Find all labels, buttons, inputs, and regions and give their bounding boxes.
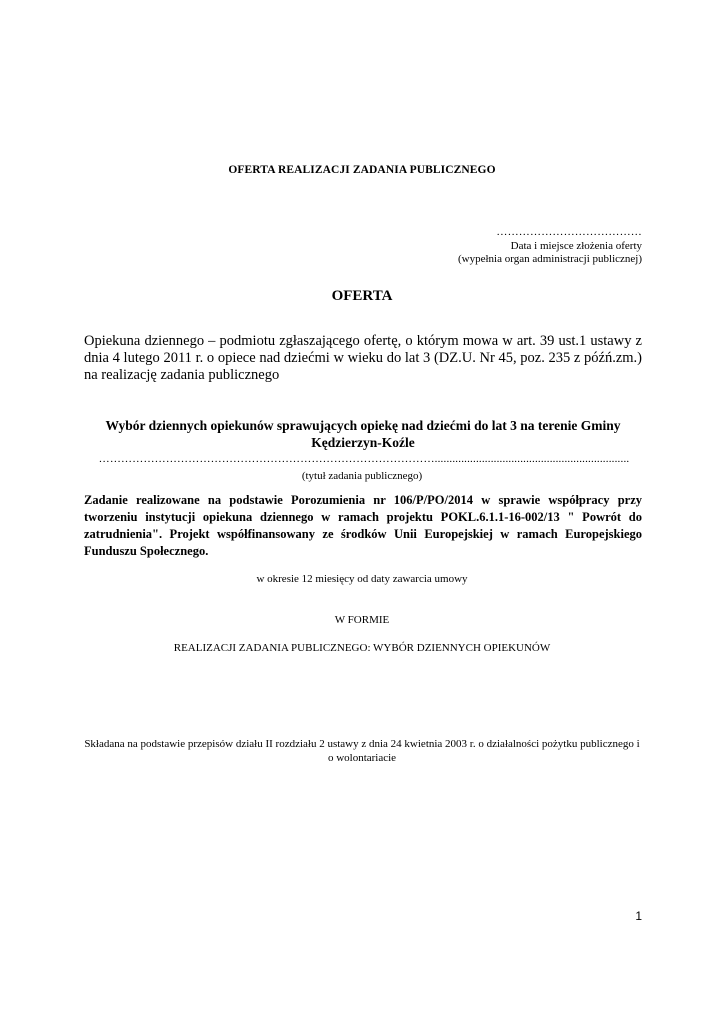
place-date-block (322, 226, 642, 267)
place-date-note: (wypełnia organ administracji publicznej) (458, 253, 642, 265)
place-date-dots: ………………………………… (496, 226, 642, 238)
period-text: w okresie 12 miesięcy od daty zawarcia umowy (256, 573, 468, 585)
task-title: Wybór dziennych opiekunów sprawujących opiekę nad dziećmi do lat 3 na terenie Gminy Kędzierzyn-Koźle (105, 418, 621, 450)
intro-paragraph: Opiekuna dziennego – podmiotu zgłaszającego ofertę, o którym mowa w art. 39 ust.1 ustawy z dnia 4 lutego 2011 r. o opiece nad dziećmi w wieku do lat 3 (DZ.U. Nr 45, poz. 235 z późń.zm.) na realizację zadania publicznego (84, 333, 642, 383)
document-header-title: OFERTA REALIZACJI ZADANIA PUBLICZNEGO (228, 164, 496, 176)
place-date-label: Data i miejsce złożenia oferty (510, 239, 642, 252)
task-title-dots: ……………………………………………………………………………….................................................................. (98, 453, 630, 465)
page-number: 1 (635, 909, 642, 923)
legal-basis-text: Składana na podstawie przepisów działu II rozdziału 2 ustawy z dnia 24 kwietnia 2003 r. o działalności pożytku publicznego i o wolontariacie (84, 738, 640, 764)
offer-heading: OFERTA (331, 288, 393, 304)
basis-paragraph: Zadanie realizowane na podstawie Porozumienia nr 106/P/PO/2014 w sprawie współpracy przy tworzeniu instytucji opiekuna dziennego w ramach projektu POKL.6.1.1-16-002/13 " Powrót do zatrudnienia". Projekt współfinansowany ze środków Unii Europejskiej w ramach Europejskiego Funduszu Społecznego. (84, 493, 642, 558)
task-title-caption: (tytuł zadania publicznego) (301, 470, 423, 482)
form-value: REALIZACJI ZADANIA PUBLICZNEGO: WYBÓR DZIENNYCH OPIEKUNÓW (173, 642, 551, 654)
form-label: W FORMIE (334, 614, 390, 626)
